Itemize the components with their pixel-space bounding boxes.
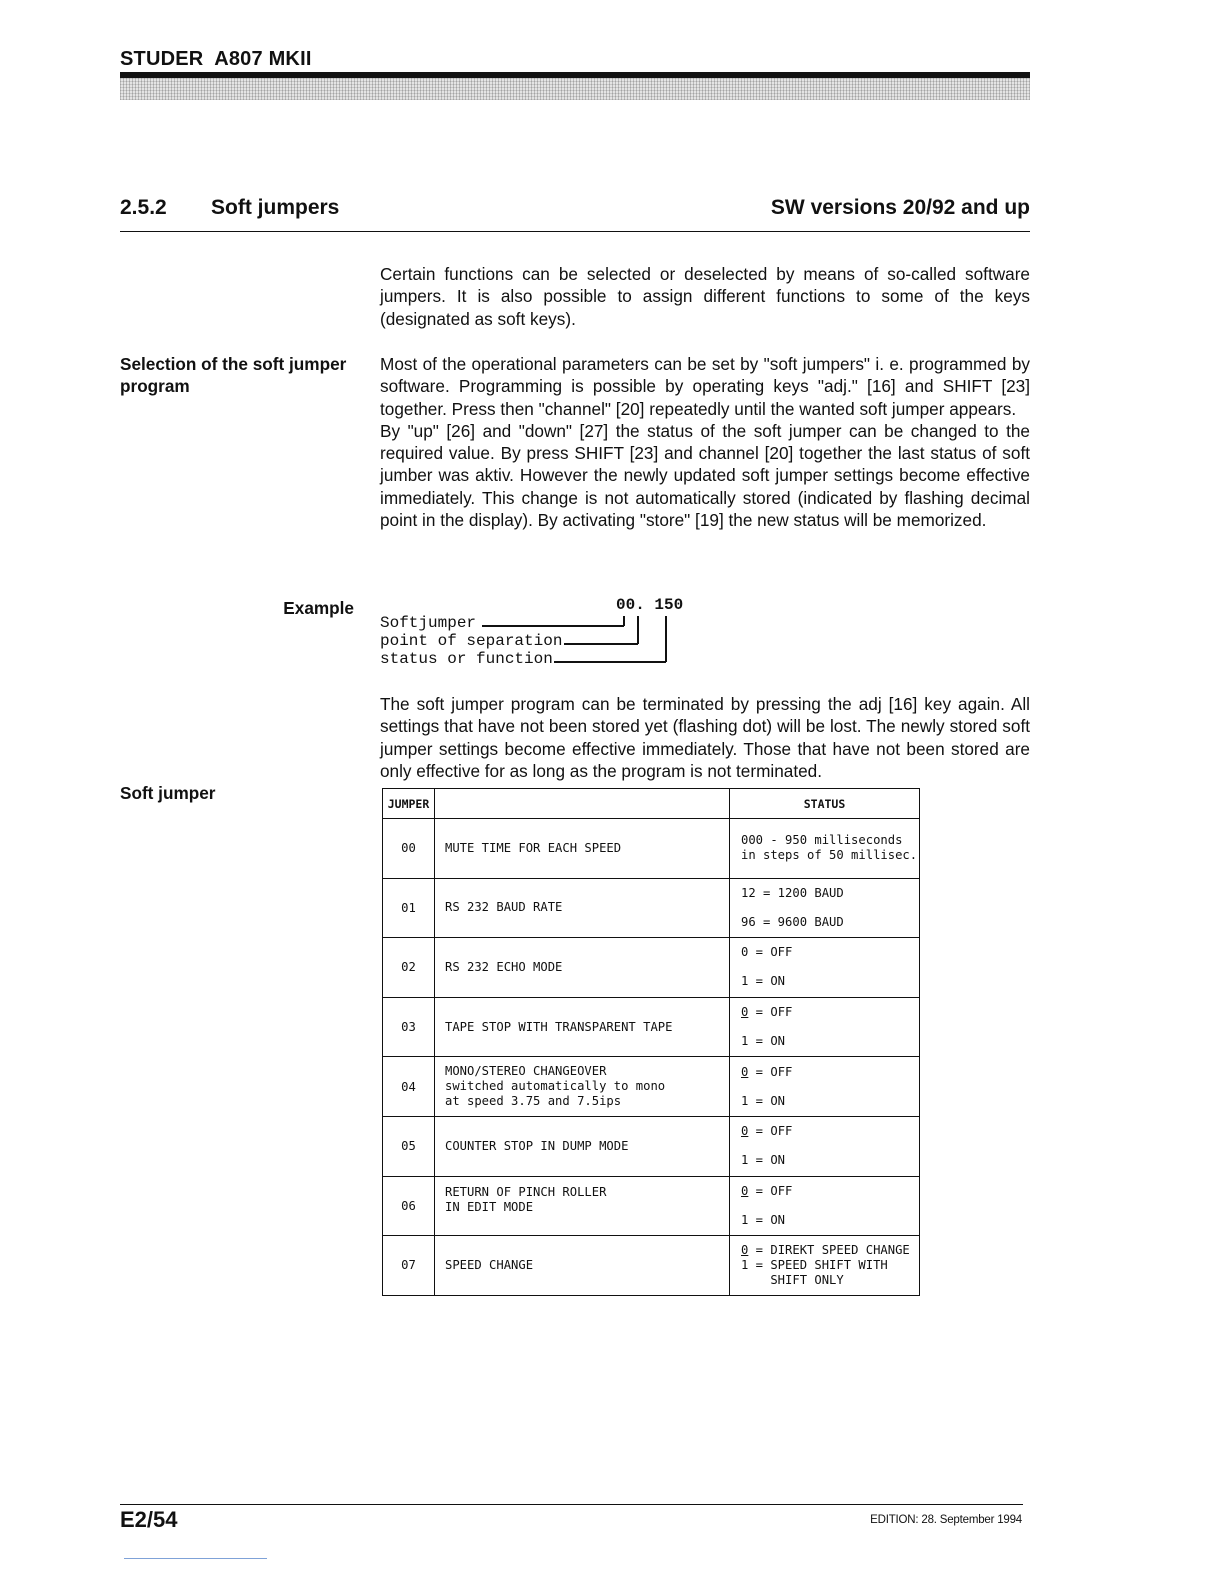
jumper-status — [730, 1116, 920, 1176]
table-row — [383, 997, 920, 1057]
jumper-function — [435, 1057, 730, 1117]
soft-jumper-label: Soft jumper — [120, 783, 216, 803]
selection-paragraph-2: By "up" [26] and "down" [27] the status of the soft jumper can be changed to the required value. By press SHIFT [23] and channel [20] together the last status of soft jumber was aktiv. However the newly updated soft jumper settings become effective immediately. This change is not automatically stored (indicated by flashing decimal point in the display). By activating "store" [19] the new status will be memorized. — [380, 420, 1030, 531]
jumper-function — [435, 938, 730, 998]
footer-rule — [120, 1504, 1023, 1505]
table-row — [383, 938, 920, 998]
header-band — [120, 78, 1030, 100]
page-number: E2/54 — [120, 1507, 178, 1532]
jumper-function — [435, 878, 730, 938]
selection-paragraph-1: Most of the operational parameters can be set by "soft jumpers" i. e. programmed by software. Programming is possible by operating keys "adj." [16] and SHIFT [23] together. Press then "channel" [20] repeatedly until the wanted soft jumper appears. — [380, 354, 1030, 419]
header-status: STATUS — [730, 789, 920, 819]
edition-date: EDITION: 28. September 1994 — [870, 1514, 1022, 1526]
leader-line-2-v — [637, 616, 639, 644]
jumper-status — [730, 819, 920, 879]
status-line: 12 = 1200 BAUD — [741, 885, 844, 900]
status-line: 1 = SPEED SHIFT WITH — [741, 1257, 888, 1272]
default-value-marker: 0 — [741, 1183, 749, 1198]
example-line-softjumper: Softjumper — [380, 614, 477, 632]
jumper-status — [730, 997, 920, 1057]
status-text: = OFF — [748, 1183, 793, 1198]
jumper-status — [730, 938, 920, 998]
function-line: TAPE STOP WITH TRANSPARENT TAPE — [445, 1019, 673, 1034]
leader-line-3-h — [554, 661, 666, 663]
table-row — [383, 1057, 920, 1117]
jumper-status — [730, 878, 920, 938]
example-diagram — [380, 594, 700, 672]
function-line: RS 232 BAUD RATE — [445, 900, 563, 915]
jumper-function — [435, 1116, 730, 1176]
default-value-marker: 0 — [741, 1242, 749, 1257]
default-value-marker: 0 — [741, 1005, 749, 1020]
header-jumper: JUMPER — [383, 789, 435, 819]
status-line — [741, 1124, 919, 1139]
selection-label: Selection of the soft jumper program — [120, 354, 347, 397]
jumper-function — [435, 997, 730, 1057]
table-row — [383, 819, 920, 879]
table-row — [383, 1116, 920, 1176]
selection-text — [380, 353, 1030, 531]
soft-jumper-table — [382, 788, 920, 1296]
table-row — [383, 1176, 920, 1236]
status-text: = OFF — [748, 1005, 793, 1020]
status-line: 000 - 950 milliseconds — [741, 833, 903, 848]
function-line: switched automatically to mono — [445, 1079, 666, 1094]
function-line: RS 232 ECHO MODE — [445, 959, 563, 974]
jumper-number: 07 — [383, 1236, 435, 1296]
function-line: RETURN OF PINCH ROLLER — [445, 1184, 607, 1199]
status-line: 1 = ON — [741, 1212, 786, 1227]
jumper-function — [435, 1236, 730, 1296]
example-display-value: 00. 150 — [616, 596, 684, 614]
status-line — [741, 1243, 919, 1258]
table-row — [383, 878, 920, 938]
status-text: = DIREKT SPEED CHANGE — [748, 1242, 910, 1257]
function-line: SPEED CHANGE — [445, 1257, 534, 1272]
scan-artifact-line — [124, 1558, 267, 1559]
jumper-number: 03 — [383, 997, 435, 1057]
jumper-number: 02 — [383, 938, 435, 998]
status-line: in steps of 50 millisec. — [741, 848, 918, 863]
function-line: COUNTER STOP IN DUMP MODE — [445, 1138, 629, 1153]
status-line: 1 = ON — [741, 1153, 786, 1168]
function-line: IN EDIT MODE — [445, 1199, 534, 1214]
status-line: 1 = ON — [741, 1093, 786, 1108]
status-line: 0 = OFF — [741, 945, 793, 960]
example-label: Example — [283, 598, 354, 618]
status-line: 1 = ON — [741, 974, 786, 989]
leader-line-3-v — [665, 616, 667, 662]
leader-line-2-h — [564, 643, 638, 645]
status-text: = OFF — [748, 1124, 793, 1139]
jumper-status — [730, 1236, 920, 1296]
intro-paragraph: Certain functions can be selected or deselected by means of so-called software jumpers. It is also possible to assign different functions to some of the keys (designated as soft keys). — [380, 264, 1030, 329]
function-line: MUTE TIME FOR EACH SPEED — [445, 840, 622, 855]
terminate-paragraph: The soft jumper program can be terminated by pressing the adj [16] key again. All settings that have not been stored yet (flashing dot) will be lost. The newly stored soft jumper settings become effective immediately. Those that have not been stored are only effective for as long as the program is not terminated. — [380, 694, 1030, 781]
leader-line-1-h — [482, 625, 624, 627]
status-line: 96 = 9600 BAUD — [741, 914, 844, 929]
section-rule — [120, 231, 1030, 232]
section-title: Soft jumpers — [211, 196, 340, 219]
jumper-function — [435, 1176, 730, 1236]
jumper-function — [435, 819, 730, 879]
jumper-number: 00 — [383, 819, 435, 879]
jumper-status — [730, 1176, 920, 1236]
default-value-marker: 0 — [741, 1064, 749, 1079]
table-header-row — [383, 789, 920, 819]
default-value-marker: 0 — [741, 1124, 749, 1139]
jumper-number: 04 — [383, 1057, 435, 1117]
leader-line-1-v — [623, 616, 625, 626]
status-line — [741, 1005, 919, 1020]
status-line — [741, 1065, 919, 1080]
section-number: 2.5.2 — [120, 196, 167, 219]
status-text: = OFF — [748, 1064, 793, 1079]
table-row — [383, 1236, 920, 1296]
jumper-number: 06 — [383, 1176, 435, 1236]
section-version: SW versions 20/92 and up — [770, 196, 1030, 219]
jumper-status — [730, 1057, 920, 1117]
status-line — [741, 1184, 919, 1199]
function-line: at speed 3.75 and 7.5ips — [445, 1094, 622, 1109]
document-brand: STUDER A807 MKII — [120, 48, 312, 70]
example-line-separation: point of separation — [380, 632, 563, 650]
header-function — [435, 789, 730, 819]
status-line: SHIFT ONLY — [741, 1272, 844, 1287]
function-line: MONO/STEREO CHANGEOVER — [445, 1064, 607, 1079]
jumper-number: 05 — [383, 1116, 435, 1176]
example-line-status: status or function — [380, 650, 553, 668]
status-line: 1 = ON — [741, 1034, 786, 1049]
jumper-number: 01 — [383, 878, 435, 938]
